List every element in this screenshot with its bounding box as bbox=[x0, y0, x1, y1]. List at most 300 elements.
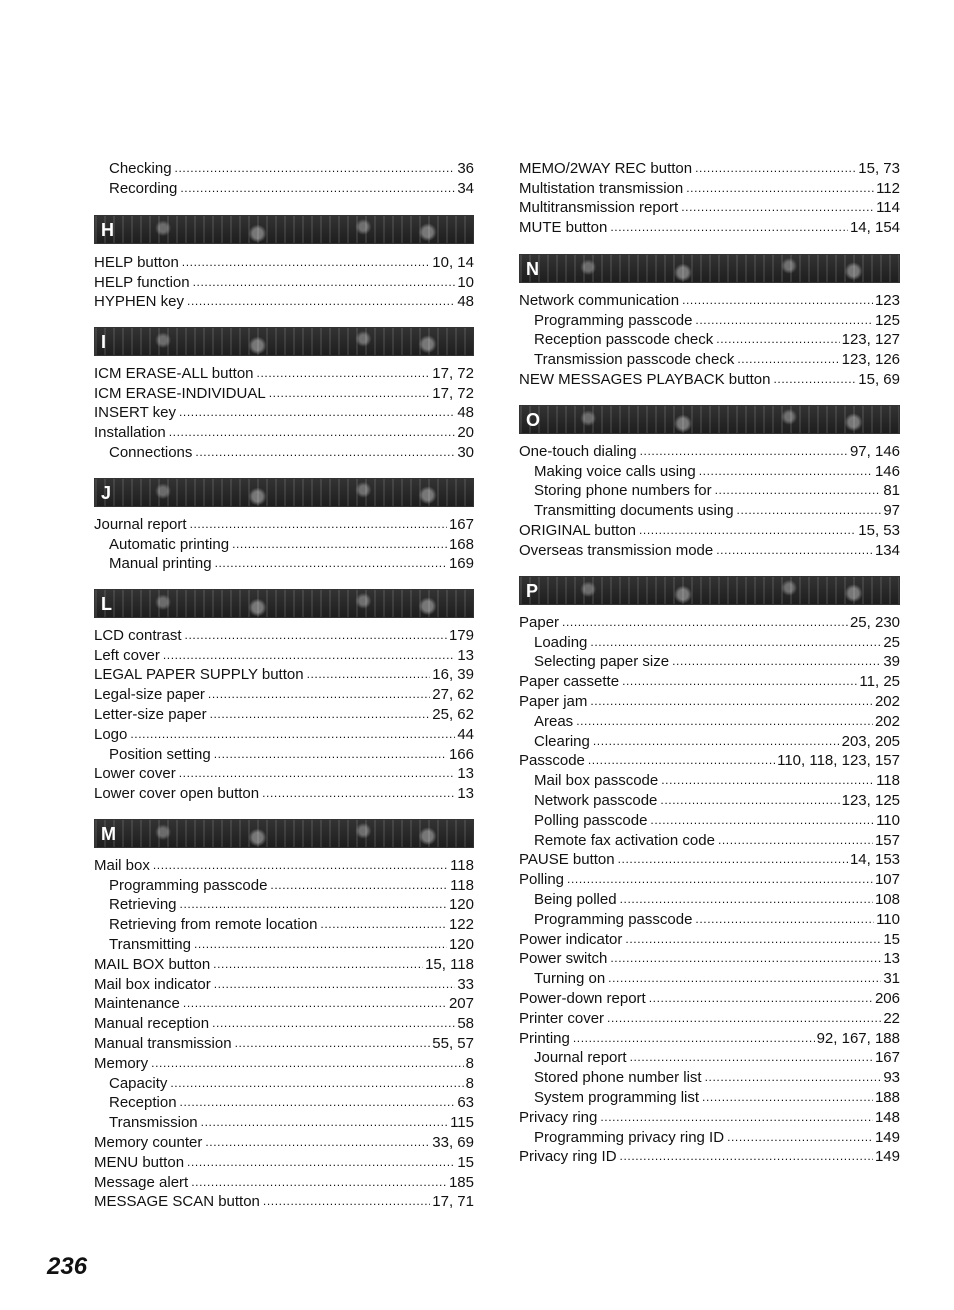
dot-leader bbox=[214, 977, 456, 991]
entry-pages: 93 bbox=[883, 1069, 900, 1087]
dot-leader bbox=[649, 991, 873, 1005]
entry-pages: 13 bbox=[883, 950, 900, 968]
dot-leader bbox=[262, 786, 455, 800]
dot-leader bbox=[153, 858, 448, 872]
entry-pages: 97 bbox=[883, 502, 900, 520]
entry-pages: 169 bbox=[448, 555, 474, 573]
entry-term: Recording bbox=[109, 179, 178, 197]
entry-pages: 123, 125 bbox=[841, 791, 900, 809]
entry-term: LEGAL PAPER SUPPLY button bbox=[94, 666, 304, 684]
entry-pages: 203, 205 bbox=[841, 732, 900, 750]
index-entry bbox=[519, 987, 900, 1007]
entry-pages: 17, 72 bbox=[432, 364, 474, 382]
index-entry bbox=[94, 271, 474, 291]
entry-term: Printer cover bbox=[519, 1009, 605, 1027]
entry-term: Memory counter bbox=[94, 1133, 203, 1151]
entry-term: Mail box bbox=[94, 856, 150, 874]
entry-pages: 122 bbox=[448, 916, 474, 934]
index-entry bbox=[94, 1171, 474, 1191]
entry-pages: 118 bbox=[450, 856, 474, 874]
entry-term: LCD contrast bbox=[94, 626, 182, 644]
dot-leader bbox=[639, 523, 856, 537]
index-subentry bbox=[519, 499, 900, 519]
entry-term: Printing bbox=[519, 1029, 570, 1047]
entry-term: Multistation transmission bbox=[519, 179, 684, 197]
entry-term: Polling bbox=[519, 871, 565, 889]
entry-term: PAUSE button bbox=[519, 851, 615, 869]
index-subentry bbox=[94, 894, 474, 914]
dot-leader bbox=[175, 161, 456, 175]
dot-leader bbox=[210, 707, 431, 721]
index-entry bbox=[94, 683, 474, 703]
entry-list-m-continued bbox=[519, 157, 900, 236]
dot-leader bbox=[257, 366, 431, 380]
entry-term: Passcode bbox=[519, 752, 585, 770]
dot-leader bbox=[618, 852, 848, 866]
letter-m: M bbox=[101, 824, 116, 844]
dot-leader bbox=[215, 556, 447, 570]
entry-term: Maintenance bbox=[94, 995, 180, 1013]
entry-pages: 123, 126 bbox=[841, 351, 900, 369]
index-entry bbox=[519, 216, 900, 236]
entry-pages: 15, 69 bbox=[858, 370, 900, 388]
entry-term: ICM ERASE-INDIVIDUAL bbox=[94, 384, 266, 402]
entry-pages: 48 bbox=[457, 293, 474, 311]
entry-pages: 58 bbox=[457, 1015, 474, 1033]
entry-term: Journal report bbox=[534, 1049, 627, 1067]
dot-leader bbox=[737, 352, 839, 366]
dot-leader bbox=[130, 727, 455, 741]
entry-list-i bbox=[94, 362, 474, 461]
entry-pages: 25, 230 bbox=[849, 613, 900, 631]
dot-leader bbox=[622, 674, 857, 688]
index-entry bbox=[94, 854, 474, 874]
entry-pages: 31 bbox=[883, 970, 900, 988]
entry-term: Programming privacy ring ID bbox=[534, 1128, 725, 1146]
dot-leader bbox=[213, 957, 423, 971]
dot-leader bbox=[187, 294, 455, 308]
letter-header-p bbox=[519, 576, 900, 605]
index-subentry bbox=[519, 1047, 900, 1067]
entry-term: Being polled bbox=[534, 890, 617, 908]
entry-term: Clearing bbox=[534, 732, 590, 750]
entry-term: Reception passcode check bbox=[534, 331, 714, 349]
entry-term: Manual reception bbox=[94, 1015, 210, 1033]
entry-term: Transmitting documents using bbox=[534, 502, 734, 520]
dot-leader bbox=[727, 1130, 873, 1144]
entry-term: MEMO/2WAY REC button bbox=[519, 159, 693, 177]
dot-leader bbox=[320, 917, 447, 931]
dot-leader bbox=[185, 628, 447, 642]
index-entry bbox=[94, 973, 474, 993]
entry-pages: 30 bbox=[457, 443, 474, 461]
dot-leader bbox=[640, 444, 848, 458]
entry-pages: 202 bbox=[874, 692, 900, 710]
index-entry bbox=[94, 291, 474, 311]
dot-leader bbox=[201, 1115, 448, 1129]
letter-header-m bbox=[94, 819, 474, 848]
index-entry bbox=[94, 993, 474, 1013]
dot-leader bbox=[191, 1175, 447, 1189]
entry-pages: 16, 39 bbox=[432, 666, 474, 684]
index-subentry bbox=[519, 1066, 900, 1086]
entry-pages: 81 bbox=[883, 482, 900, 500]
entry-term: MUTE button bbox=[519, 219, 608, 237]
entry-pages: 14, 153 bbox=[849, 851, 900, 869]
index-entry bbox=[519, 670, 900, 690]
dot-leader bbox=[187, 1155, 455, 1169]
index-entry bbox=[94, 1052, 474, 1072]
index-entry bbox=[519, 539, 900, 559]
entry-term: Letter-size paper bbox=[94, 705, 207, 723]
letter-o: O bbox=[526, 410, 541, 430]
entry-term: Journal report bbox=[94, 515, 187, 533]
index-subentry bbox=[94, 1072, 474, 1092]
dot-leader bbox=[715, 483, 882, 497]
index-entry bbox=[519, 1146, 900, 1166]
index-entry bbox=[94, 624, 474, 644]
index-subentry bbox=[519, 967, 900, 987]
entry-term: Checking bbox=[109, 159, 172, 177]
index-entry bbox=[94, 782, 474, 802]
dot-leader bbox=[307, 667, 431, 681]
index-entry bbox=[519, 197, 900, 217]
index-entry bbox=[94, 723, 474, 743]
entry-term: MESSAGE SCAN button bbox=[94, 1193, 260, 1211]
entry-term: One-touch dialing bbox=[519, 442, 637, 460]
entry-term: Retrieving bbox=[109, 896, 177, 914]
entry-list-n bbox=[519, 289, 900, 388]
index-subentry bbox=[519, 769, 900, 789]
entry-pages: 97, 146 bbox=[849, 442, 900, 460]
entry-term: Connections bbox=[109, 443, 193, 461]
entry-term: Paper bbox=[519, 613, 560, 631]
entry-term: Network communication bbox=[519, 291, 680, 309]
index-entry bbox=[94, 763, 474, 783]
dot-leader bbox=[650, 813, 874, 827]
dot-leader bbox=[590, 635, 881, 649]
dot-leader bbox=[163, 648, 455, 662]
index-entry bbox=[519, 368, 900, 388]
entry-pages: 110 bbox=[876, 910, 900, 928]
dot-leader bbox=[567, 872, 873, 886]
dot-leader bbox=[620, 892, 873, 906]
index-subentry bbox=[519, 329, 900, 349]
index-entry bbox=[519, 1027, 900, 1047]
dot-leader bbox=[190, 517, 447, 531]
index-entry bbox=[519, 519, 900, 539]
index-subentry bbox=[519, 480, 900, 500]
index-subentry bbox=[519, 888, 900, 908]
entry-pages: 25, 62 bbox=[432, 705, 474, 723]
entry-pages: 120 bbox=[448, 935, 474, 953]
entry-pages: 25 bbox=[883, 633, 900, 651]
dot-leader bbox=[180, 1095, 456, 1109]
entry-list-o bbox=[519, 440, 900, 559]
entry-term: INSERT key bbox=[94, 404, 176, 422]
entry-term: Overseas transmission mode bbox=[519, 541, 714, 559]
index-subentry bbox=[94, 913, 474, 933]
dot-leader bbox=[718, 833, 873, 847]
entry-pages: 27, 62 bbox=[432, 686, 474, 704]
dot-leader bbox=[235, 1036, 431, 1050]
index-subentry bbox=[94, 157, 474, 177]
index-subentry bbox=[94, 441, 474, 461]
index-subentry bbox=[94, 177, 474, 197]
entry-pages: 118 bbox=[876, 772, 900, 790]
dot-leader bbox=[182, 255, 430, 269]
entry-term: Programming passcode bbox=[534, 910, 693, 928]
letter-header-n bbox=[519, 254, 900, 283]
dot-leader bbox=[573, 1031, 815, 1045]
index-entry bbox=[94, 1191, 474, 1211]
index-entry bbox=[519, 289, 900, 309]
dot-leader bbox=[716, 543, 873, 557]
entry-term: Remote fax activation code bbox=[534, 831, 715, 849]
index-subentry bbox=[94, 933, 474, 953]
entry-term: Polling passcode bbox=[534, 811, 648, 829]
entry-pages: 17, 71 bbox=[432, 1193, 474, 1211]
entry-pages: 167 bbox=[874, 1049, 900, 1067]
entry-pages: 120 bbox=[448, 896, 474, 914]
entry-pages: 17, 72 bbox=[432, 384, 474, 402]
index-subentry bbox=[519, 730, 900, 750]
letter-h: H bbox=[101, 220, 114, 240]
dot-leader bbox=[702, 1090, 873, 1104]
entry-term: Areas bbox=[534, 712, 574, 730]
entry-term: Mail box passcode bbox=[534, 772, 659, 790]
dot-leader bbox=[588, 753, 775, 767]
entry-term: Network passcode bbox=[534, 791, 658, 809]
entry-pages: 33 bbox=[457, 975, 474, 993]
entry-pages: 14, 154 bbox=[849, 219, 900, 237]
dot-leader bbox=[195, 445, 455, 459]
letter-i: I bbox=[101, 332, 107, 352]
dot-leader bbox=[600, 1110, 873, 1124]
dot-leader bbox=[695, 161, 856, 175]
index-entry bbox=[519, 928, 900, 948]
dot-leader bbox=[179, 766, 456, 780]
dot-leader bbox=[716, 332, 839, 346]
entry-pages: 55, 57 bbox=[432, 1034, 474, 1052]
entry-pages: 125 bbox=[874, 311, 900, 329]
entry-list-m bbox=[94, 854, 474, 1210]
dot-leader bbox=[170, 1076, 463, 1090]
index-subentry bbox=[519, 460, 900, 480]
index-entry bbox=[94, 664, 474, 684]
entry-term: ORIGINAL button bbox=[519, 521, 636, 539]
index-subentry bbox=[519, 908, 900, 928]
entry-pages: 15 bbox=[883, 930, 900, 948]
entry-pages: 10 bbox=[457, 273, 474, 291]
index-entry bbox=[519, 750, 900, 770]
entry-list-p bbox=[519, 611, 900, 1165]
entry-pages: 34 bbox=[457, 179, 474, 197]
index-entry bbox=[94, 421, 474, 441]
index-subentry bbox=[519, 348, 900, 368]
dot-leader bbox=[695, 912, 874, 926]
entry-pages: 36 bbox=[457, 159, 474, 177]
dot-leader bbox=[630, 1050, 873, 1064]
entry-pages: 149 bbox=[874, 1128, 900, 1146]
index-entry bbox=[94, 362, 474, 382]
entry-pages: 15, 118 bbox=[425, 955, 474, 973]
index-entry bbox=[519, 440, 900, 460]
entry-pages: 11, 25 bbox=[859, 673, 900, 691]
dot-leader bbox=[737, 503, 882, 517]
entry-term: Paper cassette bbox=[519, 673, 620, 691]
entry-term: Left cover bbox=[94, 646, 160, 664]
dot-leader bbox=[620, 1149, 873, 1163]
entry-term: Power-down report bbox=[519, 989, 646, 1007]
entry-pages: 63 bbox=[457, 1094, 474, 1112]
entry-term: Automatic printing bbox=[109, 535, 230, 553]
dot-leader bbox=[214, 747, 447, 761]
entry-term: Message alert bbox=[94, 1173, 189, 1191]
letter-p: P bbox=[526, 581, 539, 601]
entry-pages: 179 bbox=[448, 626, 474, 644]
index-subentry bbox=[519, 631, 900, 651]
dot-leader bbox=[686, 181, 874, 195]
entry-pages: 166 bbox=[448, 745, 474, 763]
entry-pages: 15, 73 bbox=[858, 159, 900, 177]
dot-leader bbox=[270, 878, 448, 892]
entry-pages: 13 bbox=[457, 785, 474, 803]
entry-pages: 207 bbox=[448, 995, 474, 1013]
entry-term: Mail box indicator bbox=[94, 975, 211, 993]
index-entry bbox=[519, 177, 900, 197]
entry-list-l bbox=[94, 624, 474, 802]
index-subentry bbox=[519, 789, 900, 809]
entry-pages: 13 bbox=[457, 646, 474, 664]
index-subentry bbox=[519, 1126, 900, 1146]
dot-leader bbox=[695, 313, 873, 327]
entry-pages: 8 bbox=[465, 1074, 474, 1092]
index-entry bbox=[94, 1012, 474, 1032]
entry-term: HYPHEN key bbox=[94, 293, 185, 311]
index-subentry bbox=[94, 1111, 474, 1131]
entry-pages: 146 bbox=[874, 462, 900, 480]
entry-term: Loading bbox=[534, 633, 588, 651]
entry-pages: 134 bbox=[874, 541, 900, 559]
entry-term: Lower cover bbox=[94, 765, 176, 783]
dot-leader bbox=[607, 1011, 881, 1025]
entry-term: Retrieving from remote location bbox=[109, 916, 318, 934]
entry-term: Power switch bbox=[519, 950, 608, 968]
entry-term: Programming passcode bbox=[109, 876, 268, 894]
index-entry bbox=[94, 402, 474, 422]
entry-term: Making voice calls using bbox=[534, 462, 696, 480]
index-subentry bbox=[94, 533, 474, 553]
index-entry bbox=[94, 382, 474, 402]
entry-term: Power indicator bbox=[519, 930, 623, 948]
letter-l: L bbox=[101, 594, 112, 614]
entry-term: MAIL BOX button bbox=[94, 955, 211, 973]
letter-header-j bbox=[94, 478, 474, 507]
index-subentry bbox=[94, 874, 474, 894]
entry-term: Turning on bbox=[534, 970, 606, 988]
index-subentry bbox=[94, 1092, 474, 1112]
dot-leader bbox=[610, 220, 848, 234]
entry-term: Logo bbox=[94, 725, 128, 743]
dot-leader bbox=[179, 405, 455, 419]
entry-pages: 10, 14 bbox=[432, 253, 474, 271]
entry-pages: 48 bbox=[457, 404, 474, 422]
entry-term: Privacy ring ID bbox=[519, 1148, 617, 1166]
entry-term: Privacy ring bbox=[519, 1108, 598, 1126]
index-entry bbox=[519, 868, 900, 888]
entry-pages: 39 bbox=[883, 653, 900, 671]
entry-term: Legal-size paper bbox=[94, 686, 205, 704]
index-entry bbox=[94, 644, 474, 664]
dot-leader bbox=[660, 793, 839, 807]
index-entry bbox=[519, 611, 900, 631]
index-entry bbox=[519, 690, 900, 710]
index-entry bbox=[519, 948, 900, 968]
letter-header-h bbox=[94, 215, 474, 244]
index-entry bbox=[94, 953, 474, 973]
entry-pages: 188 bbox=[874, 1088, 900, 1106]
dot-leader bbox=[672, 654, 881, 668]
dot-leader bbox=[232, 537, 447, 551]
entry-pages: 157 bbox=[874, 831, 900, 849]
dot-leader bbox=[625, 932, 881, 946]
entry-term: Selecting paper size bbox=[534, 653, 670, 671]
dot-leader bbox=[180, 897, 447, 911]
entry-term: Lower cover open button bbox=[94, 785, 260, 803]
entry-term: Position setting bbox=[109, 745, 211, 763]
entry-pages: 112 bbox=[876, 179, 900, 197]
dot-leader bbox=[773, 372, 856, 386]
entry-pages: 115 bbox=[450, 1114, 474, 1132]
entry-term: Manual transmission bbox=[94, 1034, 232, 1052]
entry-pages: 110, 118, 123, 157 bbox=[777, 752, 900, 770]
entry-pages: 114 bbox=[876, 199, 900, 217]
dot-leader bbox=[661, 773, 874, 787]
letter-n: N bbox=[526, 259, 539, 279]
entry-term: Stored phone number list bbox=[534, 1069, 702, 1087]
index-entry bbox=[519, 849, 900, 869]
letter-header-o bbox=[519, 405, 900, 434]
entry-pages: 107 bbox=[874, 871, 900, 889]
entry-term: MENU button bbox=[94, 1153, 185, 1171]
entry-term: Reception bbox=[109, 1094, 177, 1112]
entry-term: NEW MESSAGES PLAYBACK button bbox=[519, 370, 771, 388]
entry-pages: 15 bbox=[457, 1153, 474, 1171]
entry-pages: 15, 53 bbox=[858, 521, 900, 539]
entry-term: System programming list bbox=[534, 1088, 700, 1106]
index-subentry bbox=[519, 1086, 900, 1106]
dot-leader bbox=[212, 1016, 455, 1030]
entry-pages: 13 bbox=[457, 765, 474, 783]
entry-list-j bbox=[94, 513, 474, 572]
entry-pages: 167 bbox=[448, 515, 474, 533]
entry-term: Manual printing bbox=[109, 555, 212, 573]
entry-term: Transmitting bbox=[109, 935, 191, 953]
dot-leader bbox=[681, 200, 874, 214]
entry-pages: 123 bbox=[874, 291, 900, 309]
entry-pages: 33, 69 bbox=[432, 1133, 474, 1151]
letter-j: J bbox=[101, 483, 112, 503]
index-subentry bbox=[519, 809, 900, 829]
entry-pages: 118 bbox=[450, 876, 474, 894]
letter-header-l bbox=[94, 589, 474, 618]
entry-pages: 108 bbox=[874, 890, 900, 908]
entry-pages: 92, 167, 188 bbox=[816, 1029, 900, 1047]
entry-pages: 148 bbox=[874, 1108, 900, 1126]
entry-list-h bbox=[94, 251, 474, 310]
entry-pages: 149 bbox=[874, 1148, 900, 1166]
